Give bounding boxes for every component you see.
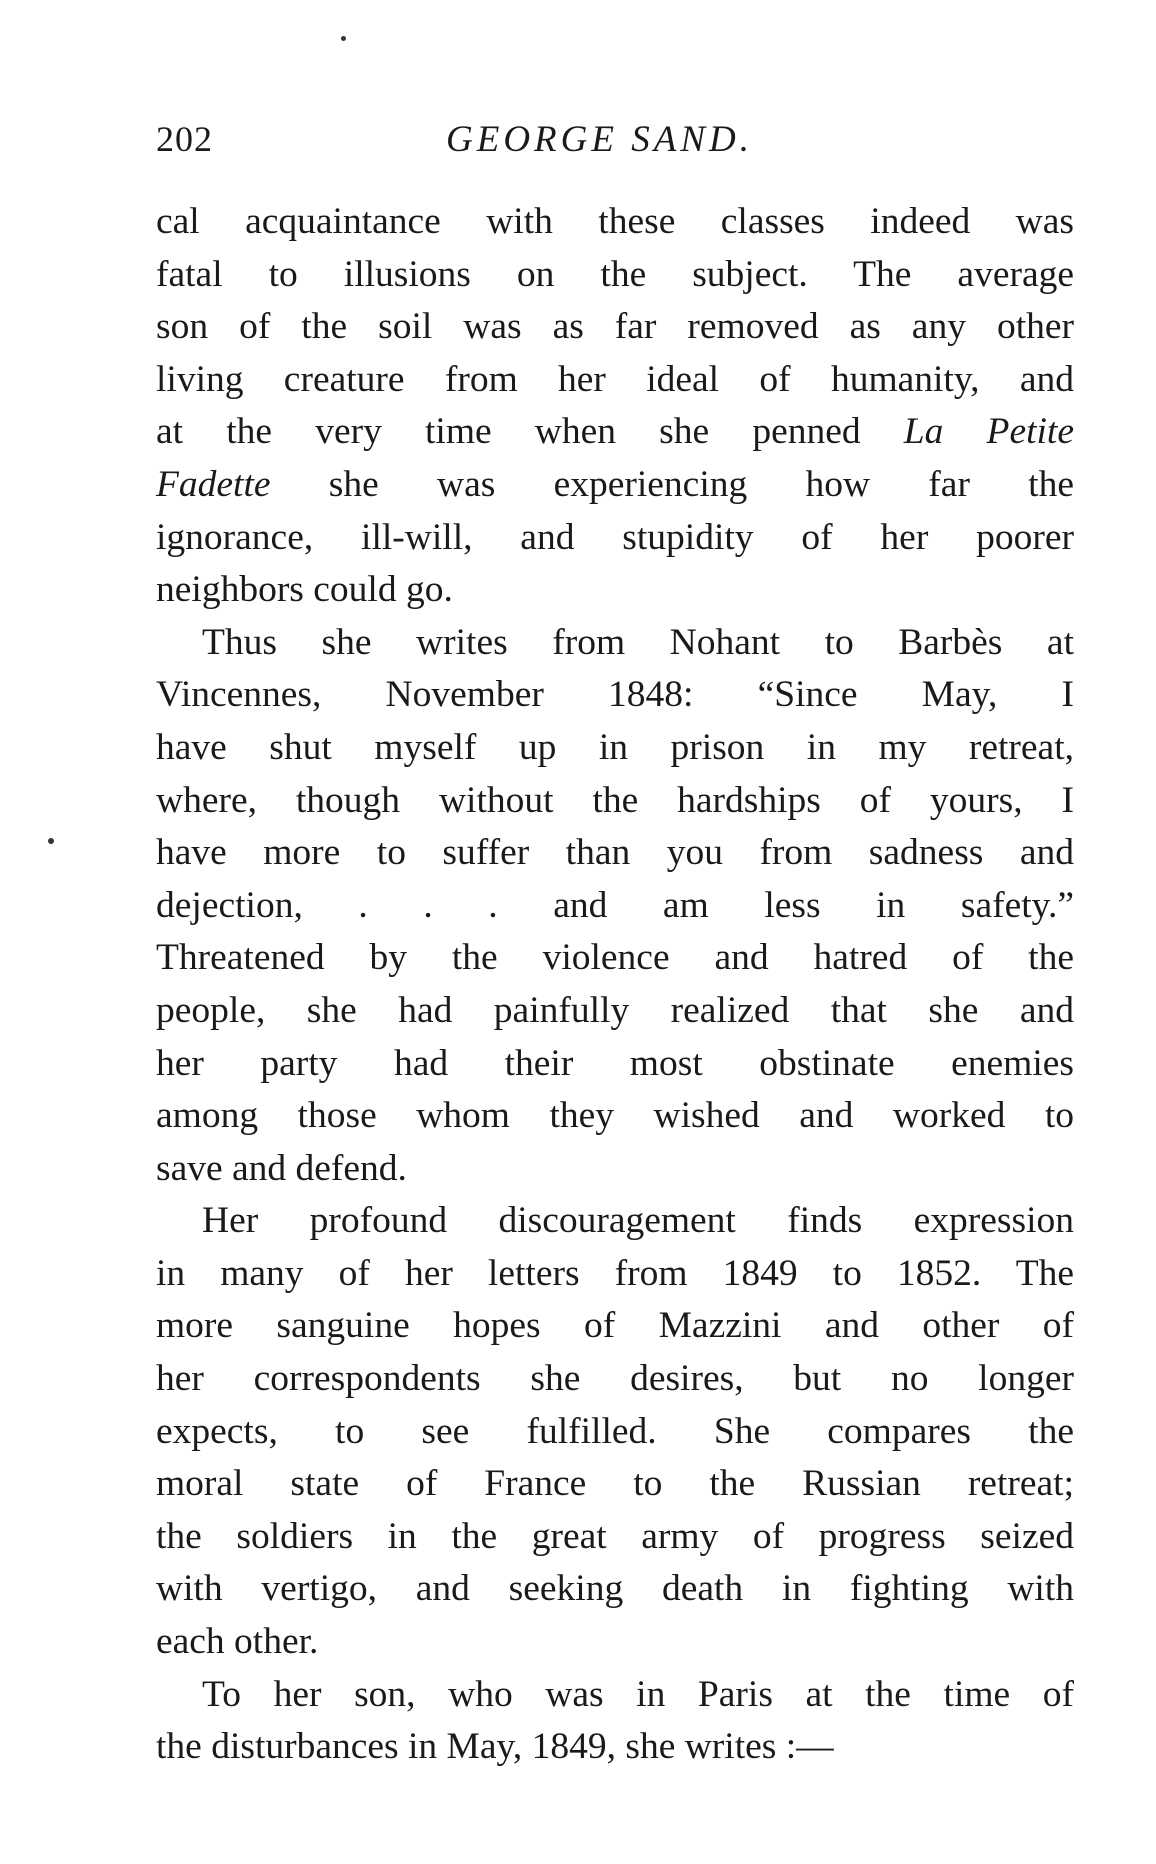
text-line [156, 985, 1074, 1038]
body-text [156, 196, 1074, 1774]
text-segment: Vincennes, November 1848: “Since May, I [156, 674, 1074, 716]
text-line [156, 775, 1074, 828]
text-segment: son of the soil was as far removed as any other [156, 306, 1074, 348]
stray-mark [341, 36, 346, 41]
text-segment: cal acquaintance with these classes indeed was [156, 201, 1074, 242]
text-segment: her party had their most obstinate enemies [156, 1042, 1074, 1084]
text-segment: moral state of France to the Russian retreat; [156, 1463, 1074, 1505]
text-segment: have more to suffer than you from sadness and [156, 832, 1074, 874]
text-line [156, 1721, 1074, 1774]
text-line [156, 1353, 1074, 1406]
text-line [156, 1143, 1074, 1196]
text-segment: Her profound discouragement finds expression [202, 1200, 1074, 1242]
text-line [156, 249, 1074, 302]
page-header [156, 118, 1076, 168]
text-segment: expects, to see fulfilled. She compares the [156, 1410, 1074, 1452]
text-line [156, 512, 1074, 565]
text-line [156, 1669, 1074, 1722]
text-segment: have shut myself up in prison in my retreat, [156, 726, 1074, 768]
paragraph [156, 1195, 1074, 1668]
paragraph [156, 196, 1074, 617]
text-segment: living creature from her ideal of humanity, and [156, 358, 1074, 400]
text-segment: people, she had painfully realized that she and [156, 989, 1074, 1031]
text-line [156, 617, 1074, 670]
text-line [156, 1090, 1074, 1143]
text-segment: Thus she writes from Nohant to Barbès at [202, 621, 1074, 663]
text-line [156, 459, 1074, 512]
italic-title: La Petite [903, 411, 1074, 453]
text-segment: dejection, . . . and am less in safety.” [156, 884, 1074, 926]
text-segment: she was experiencing how far the [270, 463, 1074, 505]
text-segment: more sanguine hopes of Mazzini and other of [156, 1305, 1074, 1347]
text-segment: ignorance, ill-will, and stupidity of her poorer [156, 516, 1074, 558]
text-line [156, 1511, 1074, 1564]
text-segment: with vertigo, and seeking death in fighting with [156, 1568, 1074, 1610]
text-line [156, 301, 1074, 354]
text-segment: each other. [156, 1621, 319, 1663]
text-segment: neighbors could go. [156, 569, 453, 611]
text-line [156, 1406, 1074, 1459]
page-number: 202 [156, 119, 213, 159]
text-line [156, 1563, 1074, 1616]
italic-title: Fadette [156, 463, 271, 505]
stray-mark [48, 838, 54, 844]
text-line [156, 354, 1074, 407]
text-segment: in many of her letters from 1849 to 1852. The [156, 1252, 1074, 1294]
text-line [156, 932, 1074, 985]
text-segment: where, though without the hardships of yours, I [156, 779, 1074, 821]
text-line [156, 1248, 1074, 1301]
text-line [156, 1038, 1074, 1091]
text-segment: the soldiers in the great army of progress seized [156, 1515, 1074, 1557]
text-line [156, 1458, 1074, 1511]
text-segment: fatal to illusions on the subject. The average [156, 253, 1074, 295]
text-line [156, 406, 1074, 459]
text-segment: her correspondents she desires, but no longer [156, 1358, 1074, 1400]
text-segment: Threatened by the violence and hatred of the [156, 937, 1074, 979]
text-segment: among those whom they wished and worked to [156, 1095, 1074, 1137]
text-line [156, 880, 1074, 933]
text-line [156, 1300, 1074, 1353]
text-segment: To her son, who was in Paris at the time of [202, 1673, 1074, 1715]
text-line [156, 196, 1074, 249]
paragraph [156, 1669, 1074, 1774]
text-line [156, 1195, 1074, 1248]
text-line [156, 722, 1074, 775]
text-line [156, 1616, 1074, 1669]
text-segment: the disturbances in May, 1849, she writes :— [156, 1726, 834, 1768]
text-segment: at the very time when she penned [156, 411, 904, 453]
text-segment: save and defend. [156, 1147, 407, 1189]
paragraph [156, 617, 1074, 1196]
text-line [156, 669, 1074, 722]
running-head: GEORGE SAND. [446, 119, 753, 160]
text-line [156, 564, 1074, 617]
text-line [156, 827, 1074, 880]
